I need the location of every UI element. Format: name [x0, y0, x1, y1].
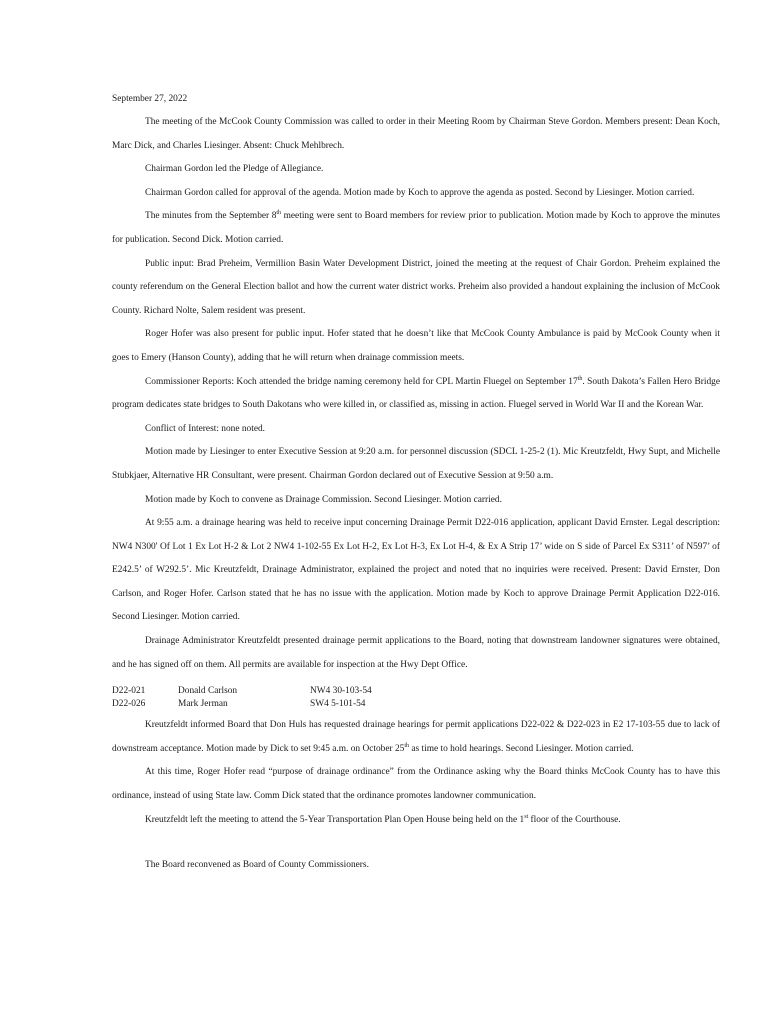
- permit-row: [112, 698, 720, 711]
- closing-paragraph: The Board reconvened as Board of County Commissioners.: [145, 860, 369, 871]
- minutes-body-bottom: [112, 714, 720, 832]
- permit-applicant: Donald Carlson: [178, 686, 238, 697]
- permit-list: [112, 685, 720, 710]
- minutes-paragraph: [112, 205, 720, 252]
- paragraph-text: meeting were sent to Board members for review prior to publication. Motion made by Koch to approve the minutes for publication. Second Dick. Motion carried.: [112, 211, 720, 245]
- minutes-paragraph: [112, 714, 720, 761]
- minutes-paragraph: Public input: Brad Preheim, Vermillion Basin Water Development District, joined the meeting at the request of Chair Gordon. Preheim explained the county referendum on the General Election ballot and how the current water district works. Preheim also provided a handout explaining the inclusion of McCook County. Richard Nolte, Salem resident was present.: [112, 258, 720, 316]
- paragraph-text: as time to hold hearings. Second Liesinger. Motion carried.: [409, 743, 634, 754]
- minutes-paragraph: [112, 809, 720, 833]
- minutes-paragraph: Motion made by Liesinger to enter Executive Session at 9:20 a.m. for personnel discussion (SDCL 1-25-2 (1). Mic Kreutzfeldt, Hwy Supt, and Michelle Stubkjaer, Alternative HR Consultant, were present. Chairman Gordon declared out of Executive Session at 9:50 a.m.: [112, 447, 720, 481]
- minutes-paragraph: Drainage Administrator Kreutzfeldt presented drainage permit applications to the Board, noting that downstream landowner signatures were obtained, and he has signed off on them. All permits are available for inspection at the Hwy Dept Office.: [112, 636, 720, 670]
- ordinal-suffix: th: [577, 375, 583, 382]
- permit-row: [112, 685, 720, 698]
- minutes-paragraph: At this time, Roger Hofer read “purpose of drainage ordinance” from the Ordinance asking why the Board thinks McCook County has to have this ordinance, instead of using State law. Comm Dick stated that the ordinance promotes landowner communication.: [112, 767, 720, 802]
- minutes-paragraph: Motion made by Koch to convene as Drainage Commission. Second Liesinger. Motion carried.: [145, 494, 502, 505]
- permit-location: SW4 5-101-54: [310, 698, 366, 709]
- permit-location: NW4 30-103-54: [310, 686, 372, 697]
- permit-applicant: Mark Jerman: [178, 698, 228, 709]
- section-gap: [112, 832, 720, 854]
- minutes-paragraph: Conflict of Interest: none noted.: [145, 423, 266, 434]
- ordinal-suffix: th: [276, 210, 282, 217]
- paragraph-text: . South Dakota’s Fallen Hero Bridge program dedicates state bridges to South Dakotans who were killed in, or classified as, missing in action. Fluegel served in World War II and the Korean War.: [112, 376, 720, 411]
- minutes-paragraph: Chairman Gordon led the Pledge of Allegiance.: [145, 164, 324, 175]
- ordinal-suffix: th: [404, 742, 410, 749]
- paragraph-text: Commissioner Reports: Koch attended the bridge naming ceremony held for CPL Martin Fluegel on September 17: [145, 376, 578, 387]
- meeting-date: September 27, 2022: [112, 94, 188, 104]
- minutes-paragraph: Chairman Gordon called for approval of the agenda. Motion made by Koch to approve the agenda as posted. Second by Liesinger. Motion carried.: [145, 187, 695, 198]
- minutes-paragraph: The meeting of the McCook County Commission was called to order in their Meeting Room by Chairman Steve Gordon. Members present: Dean Koch, Marc Dick, and Charles Liesinger. Absent: Chuck Mehlbrech.: [112, 117, 720, 151]
- ordinal-suffix: st: [524, 813, 529, 820]
- minutes-body-top: [112, 111, 720, 677]
- minutes-paragraph: Roger Hofer was also present for public input. Hofer stated that he doesn’t like that McCook County Ambulance is paid by McCook County when it goes to Emery (Hanson County), adding that he will return when drainage commission meets.: [112, 329, 720, 363]
- paragraph-text: Kreutzfeldt informed Board that Don Huls has requested drainage hearings for permit applications D22-022 & D22-023 in E2 17-103-55 due to lack of downstream acceptance. Motion made by Dick to set 9:45 a.m. on October 25: [112, 720, 720, 754]
- minutes-paragraph: At 9:55 a.m. a drainage hearing was held to receive input concerning Drainage Permit D22-016 application, applicant David Ernster. Legal description: NW4 N300' Of Lot 1 Ex Lot H-2 & Lot 2 NW4 1-102-55 Ex Lot H-2, Ex Lot H-3, Ex Lot H-4, & Ex A Strip 17’ wide on S side of Parcel Ex S311’ of N597’ of E242.5’ of W292.5’. Mic Kreutzfeldt, Drainage Administrator, explained the project and noted that no inquiries were received. Present: David Ernster, Don Carlson, and Roger Hofer. Carlson stated that he has no issue with the application. Motion made by Koch to approve Drainage Permit Application D22-016. Second Liesinger. Motion carried.: [112, 518, 720, 623]
- permit-id: D22-026: [112, 698, 146, 709]
- paragraph-text: floor of the Courthouse.: [528, 814, 621, 825]
- paragraph-text: Kreutzfeldt left the meeting to attend the 5-Year Transportation Plan Open House being held on the 1: [145, 814, 525, 825]
- minutes-paragraph: [112, 371, 720, 418]
- paragraph-text: The minutes from the September 8: [145, 211, 277, 222]
- permit-id: D22-021: [112, 686, 146, 697]
- meeting-minutes-page: [112, 87, 720, 878]
